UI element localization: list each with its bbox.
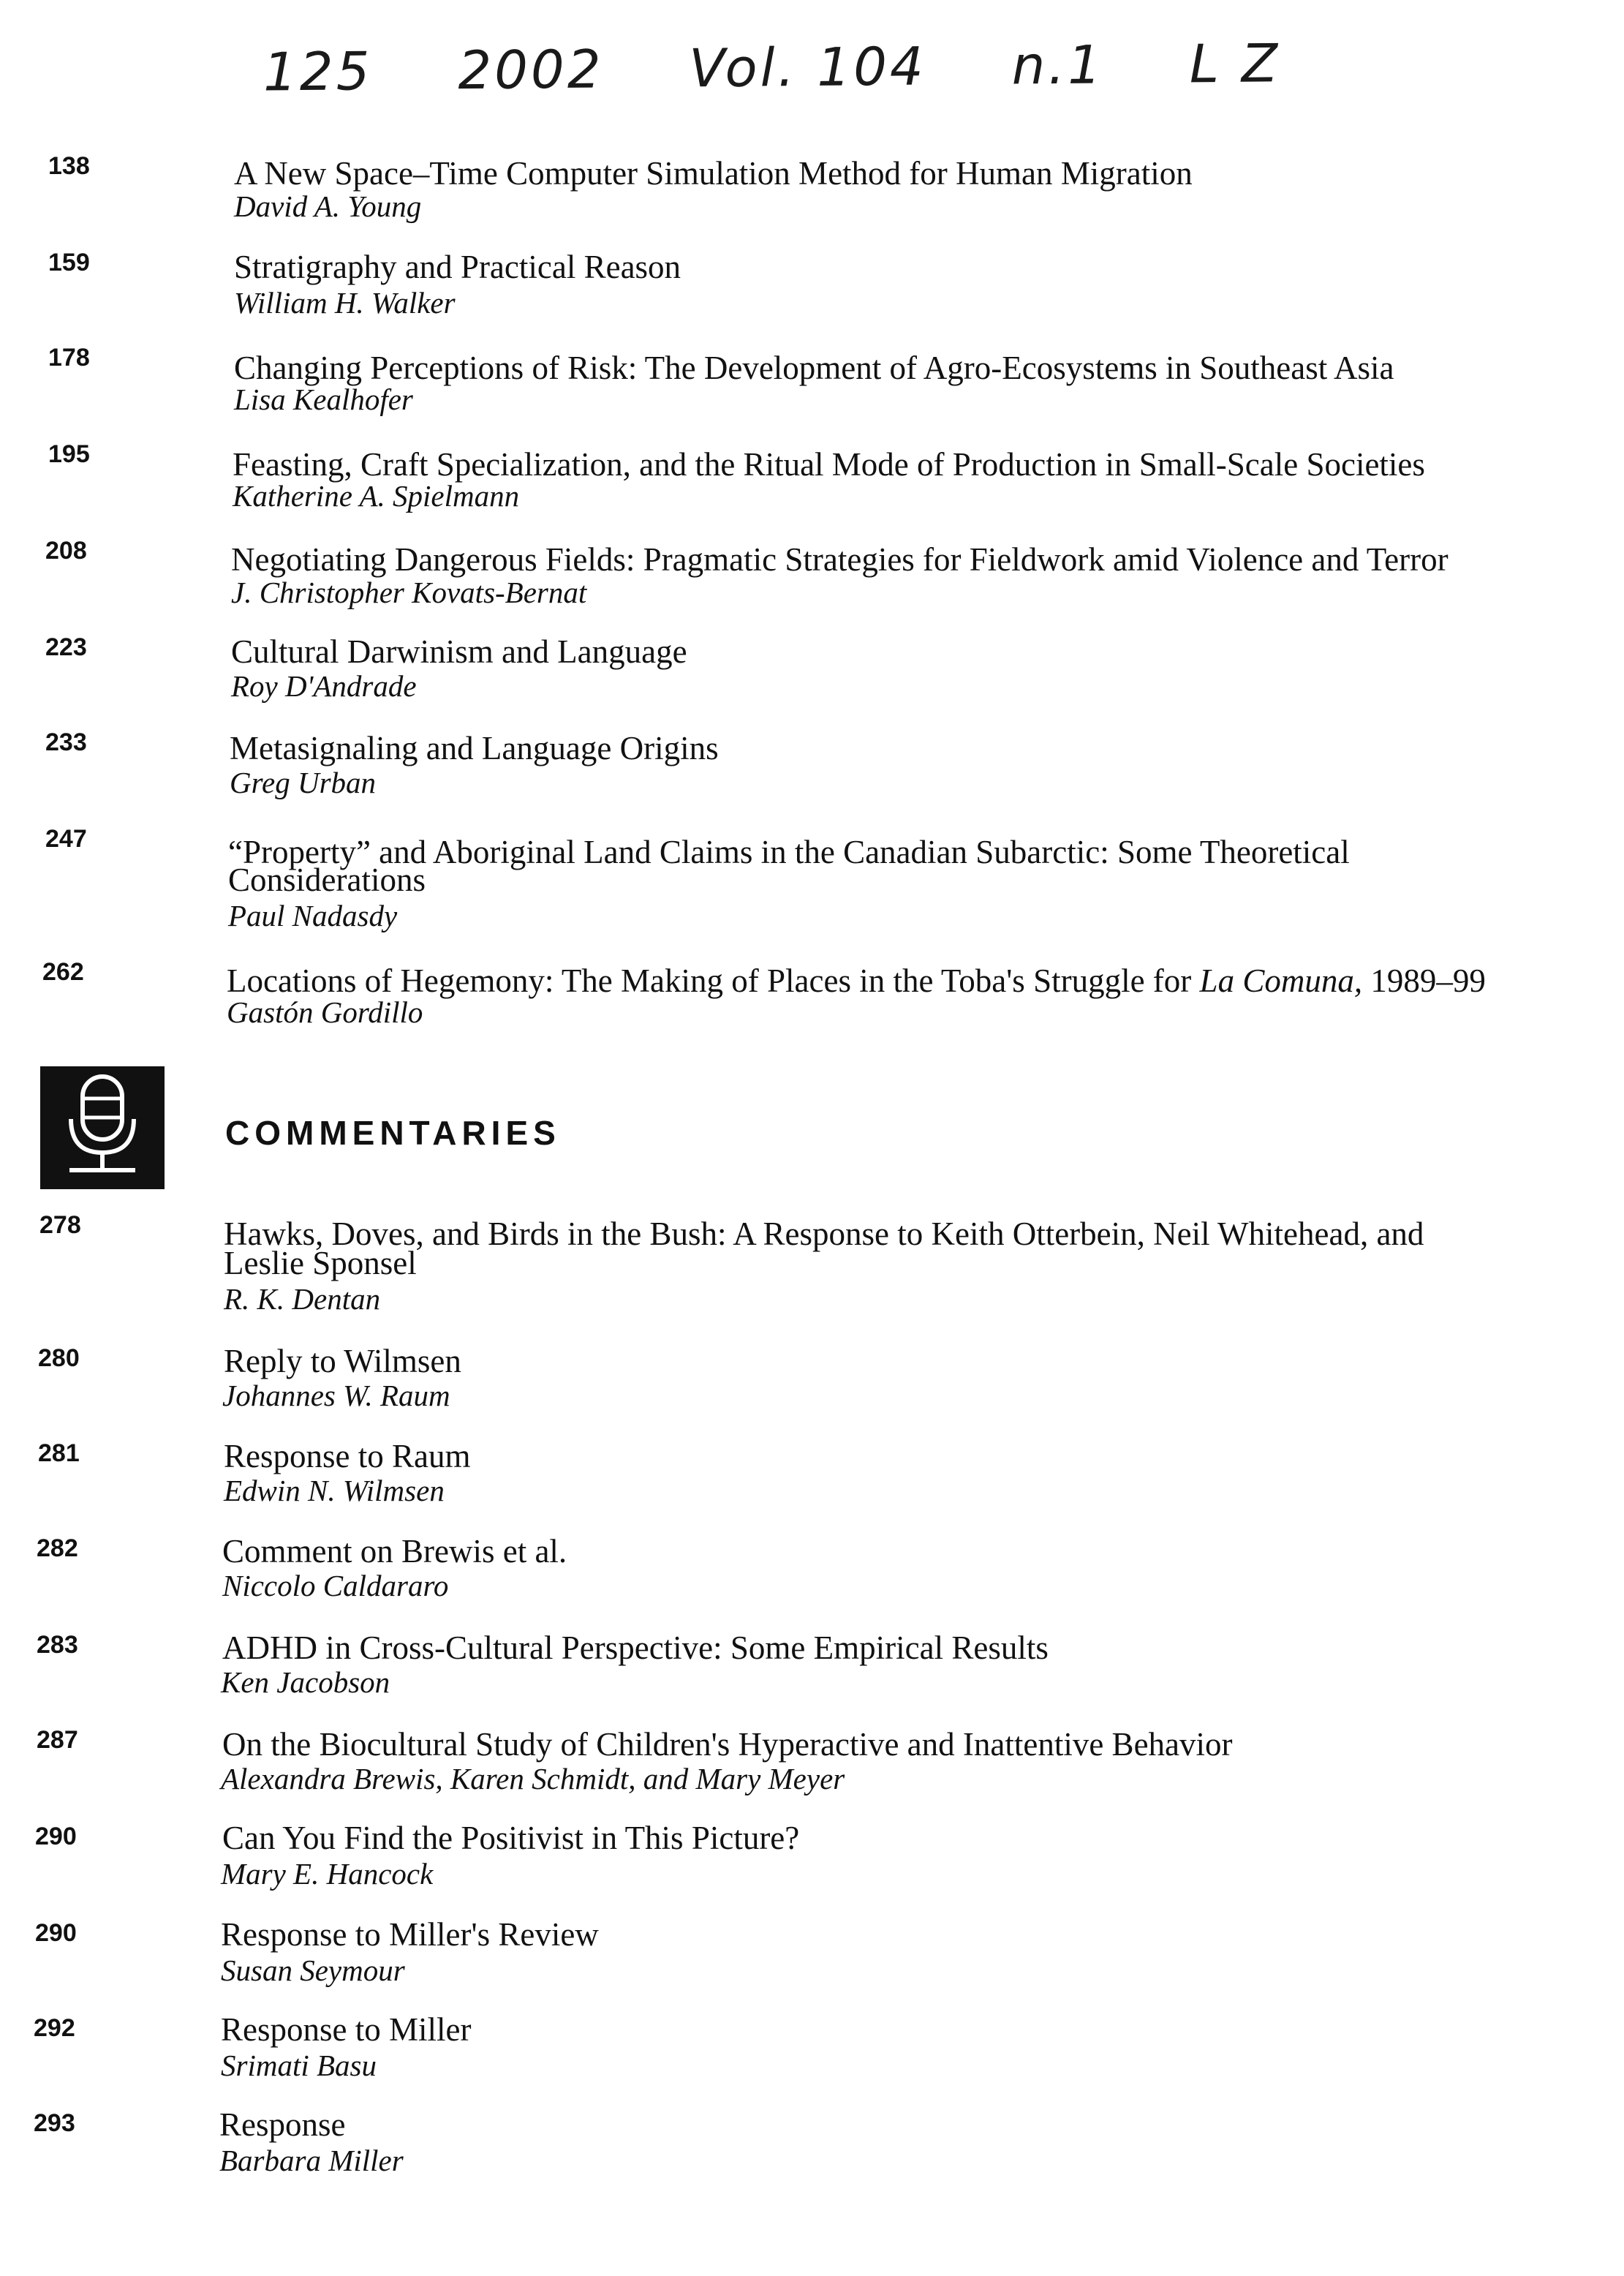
article-title-text: Locations of Hegemony: The Making of Places in the Toba's Struggle for — [227, 962, 1200, 999]
article-title-italic: La Comuna, — [1199, 962, 1363, 999]
page-number: 278 — [39, 1211, 81, 1239]
article-author: Mary E. Hancock — [221, 1857, 434, 1891]
page-number: 223 — [45, 633, 87, 661]
page-number: 195 — [48, 440, 90, 468]
microphone-icon — [40, 1066, 165, 1189]
article-title-continued: Considerations — [228, 862, 426, 898]
article-author: David A. Young — [234, 189, 422, 223]
article-title: Can You Find the Positivist in This Picture? — [222, 1820, 800, 1856]
handwritten-note: n.1 — [1011, 34, 1105, 97]
page-number: 293 — [34, 2109, 75, 2137]
article-author: R. K. Dentan — [224, 1282, 381, 1316]
page-number: 138 — [48, 152, 90, 180]
article-title: Response to Miller's Review — [221, 1916, 599, 1953]
article-title: ADHD in Cross-Cultural Perspective: Some Empirical Results — [222, 1629, 1049, 1666]
section-heading: COMMENTARIES — [225, 1114, 561, 1152]
article-author: J. Christopher Kovats-Bernat — [231, 576, 587, 609]
article-author: Alexandra Brewis, Karen Schmidt, and Mary Meyer — [221, 1762, 845, 1795]
page-number: 290 — [35, 1919, 77, 1947]
article-author: Johannes W. Raum — [222, 1379, 450, 1412]
article-title-continued: Leslie Sponsel — [224, 1245, 417, 1281]
article-title: Feasting, Craft Specialization, and the Ritual Mode of Production in Small-Scale Societies — [233, 446, 1425, 483]
page-number: 262 — [42, 958, 84, 986]
article-author: Roy D'Andrade — [231, 669, 417, 703]
article-title: “Property” and Aboriginal Land Claims in the Canadian Subarctic: Some Theoretical — [228, 834, 1350, 870]
article-title: Reply to Wilmsen — [224, 1343, 461, 1379]
page-number: 281 — [38, 1439, 80, 1467]
handwritten-note: L Z — [1189, 32, 1281, 95]
page-number: 292 — [34, 2014, 75, 2042]
article-title: Response to Raum — [224, 1438, 471, 1474]
article-author: Susan Seymour — [221, 1953, 405, 1987]
article-title: Changing Perceptions of Risk: The Development of Agro-Ecosystems in Southeast Asia — [234, 350, 1394, 386]
article-author: Edwin N. Wilmsen — [224, 1474, 445, 1507]
article-title-tail: 1989–99 — [1362, 962, 1486, 999]
article-author: Srimati Basu — [221, 2049, 377, 2082]
handwritten-note: 2002 — [457, 38, 604, 102]
handwritten-annotation — [263, 32, 1347, 103]
article-title: Hawks, Doves, and Birds in the Bush: A Response to Keith Otterbein, Neil Whitehead, and — [224, 1216, 1424, 1252]
article-title: Comment on Brewis et al. — [222, 1533, 567, 1570]
article-title: Response to Miller — [221, 2011, 472, 2048]
article-title: On the Biocultural Study of Children's Hyperactive and Inattentive Behavior — [222, 1726, 1233, 1763]
article-title: A New Space–Time Computer Simulation Method for Human Migration — [234, 155, 1193, 192]
article-author: Greg Urban — [230, 766, 377, 799]
handwritten-note: Vol. 104 — [689, 35, 927, 99]
page-number: 178 — [48, 344, 90, 372]
article-author: Lisa Kealhofer — [234, 383, 413, 416]
article-title: Metasignaling and Language Origins — [230, 730, 719, 766]
article-title: Response — [219, 2106, 346, 2143]
article-title: Negotiating Dangerous Fields: Pragmatic Strategies for Fieldwork amid Violence and Terror — [231, 541, 1449, 578]
page-number: 208 — [45, 537, 87, 565]
handwritten-note: 125 — [263, 40, 373, 103]
article-author: William H. Walker — [234, 286, 456, 320]
article-author: Ken Jacobson — [221, 1665, 390, 1699]
page-number: 287 — [37, 1726, 78, 1754]
page-number: 283 — [37, 1631, 78, 1659]
article-title — [227, 962, 1486, 999]
article-author: Katherine A. Spielmann — [233, 479, 520, 513]
article-title: Cultural Darwinism and Language — [231, 633, 687, 670]
page-number: 282 — [37, 1534, 78, 1562]
page-number: 247 — [45, 825, 87, 853]
page-number: 233 — [45, 728, 87, 756]
article-author: Gastón Gordillo — [227, 995, 423, 1029]
page-number: 159 — [48, 249, 90, 276]
article-author: Barbara Miller — [219, 2144, 404, 2177]
article-author: Niccolo Caldararo — [222, 1569, 449, 1602]
article-title: Stratigraphy and Practical Reason — [234, 249, 681, 285]
page-number: 290 — [35, 1823, 77, 1850]
article-author: Paul Nadasdy — [228, 899, 398, 932]
page-number: 280 — [38, 1344, 80, 1372]
